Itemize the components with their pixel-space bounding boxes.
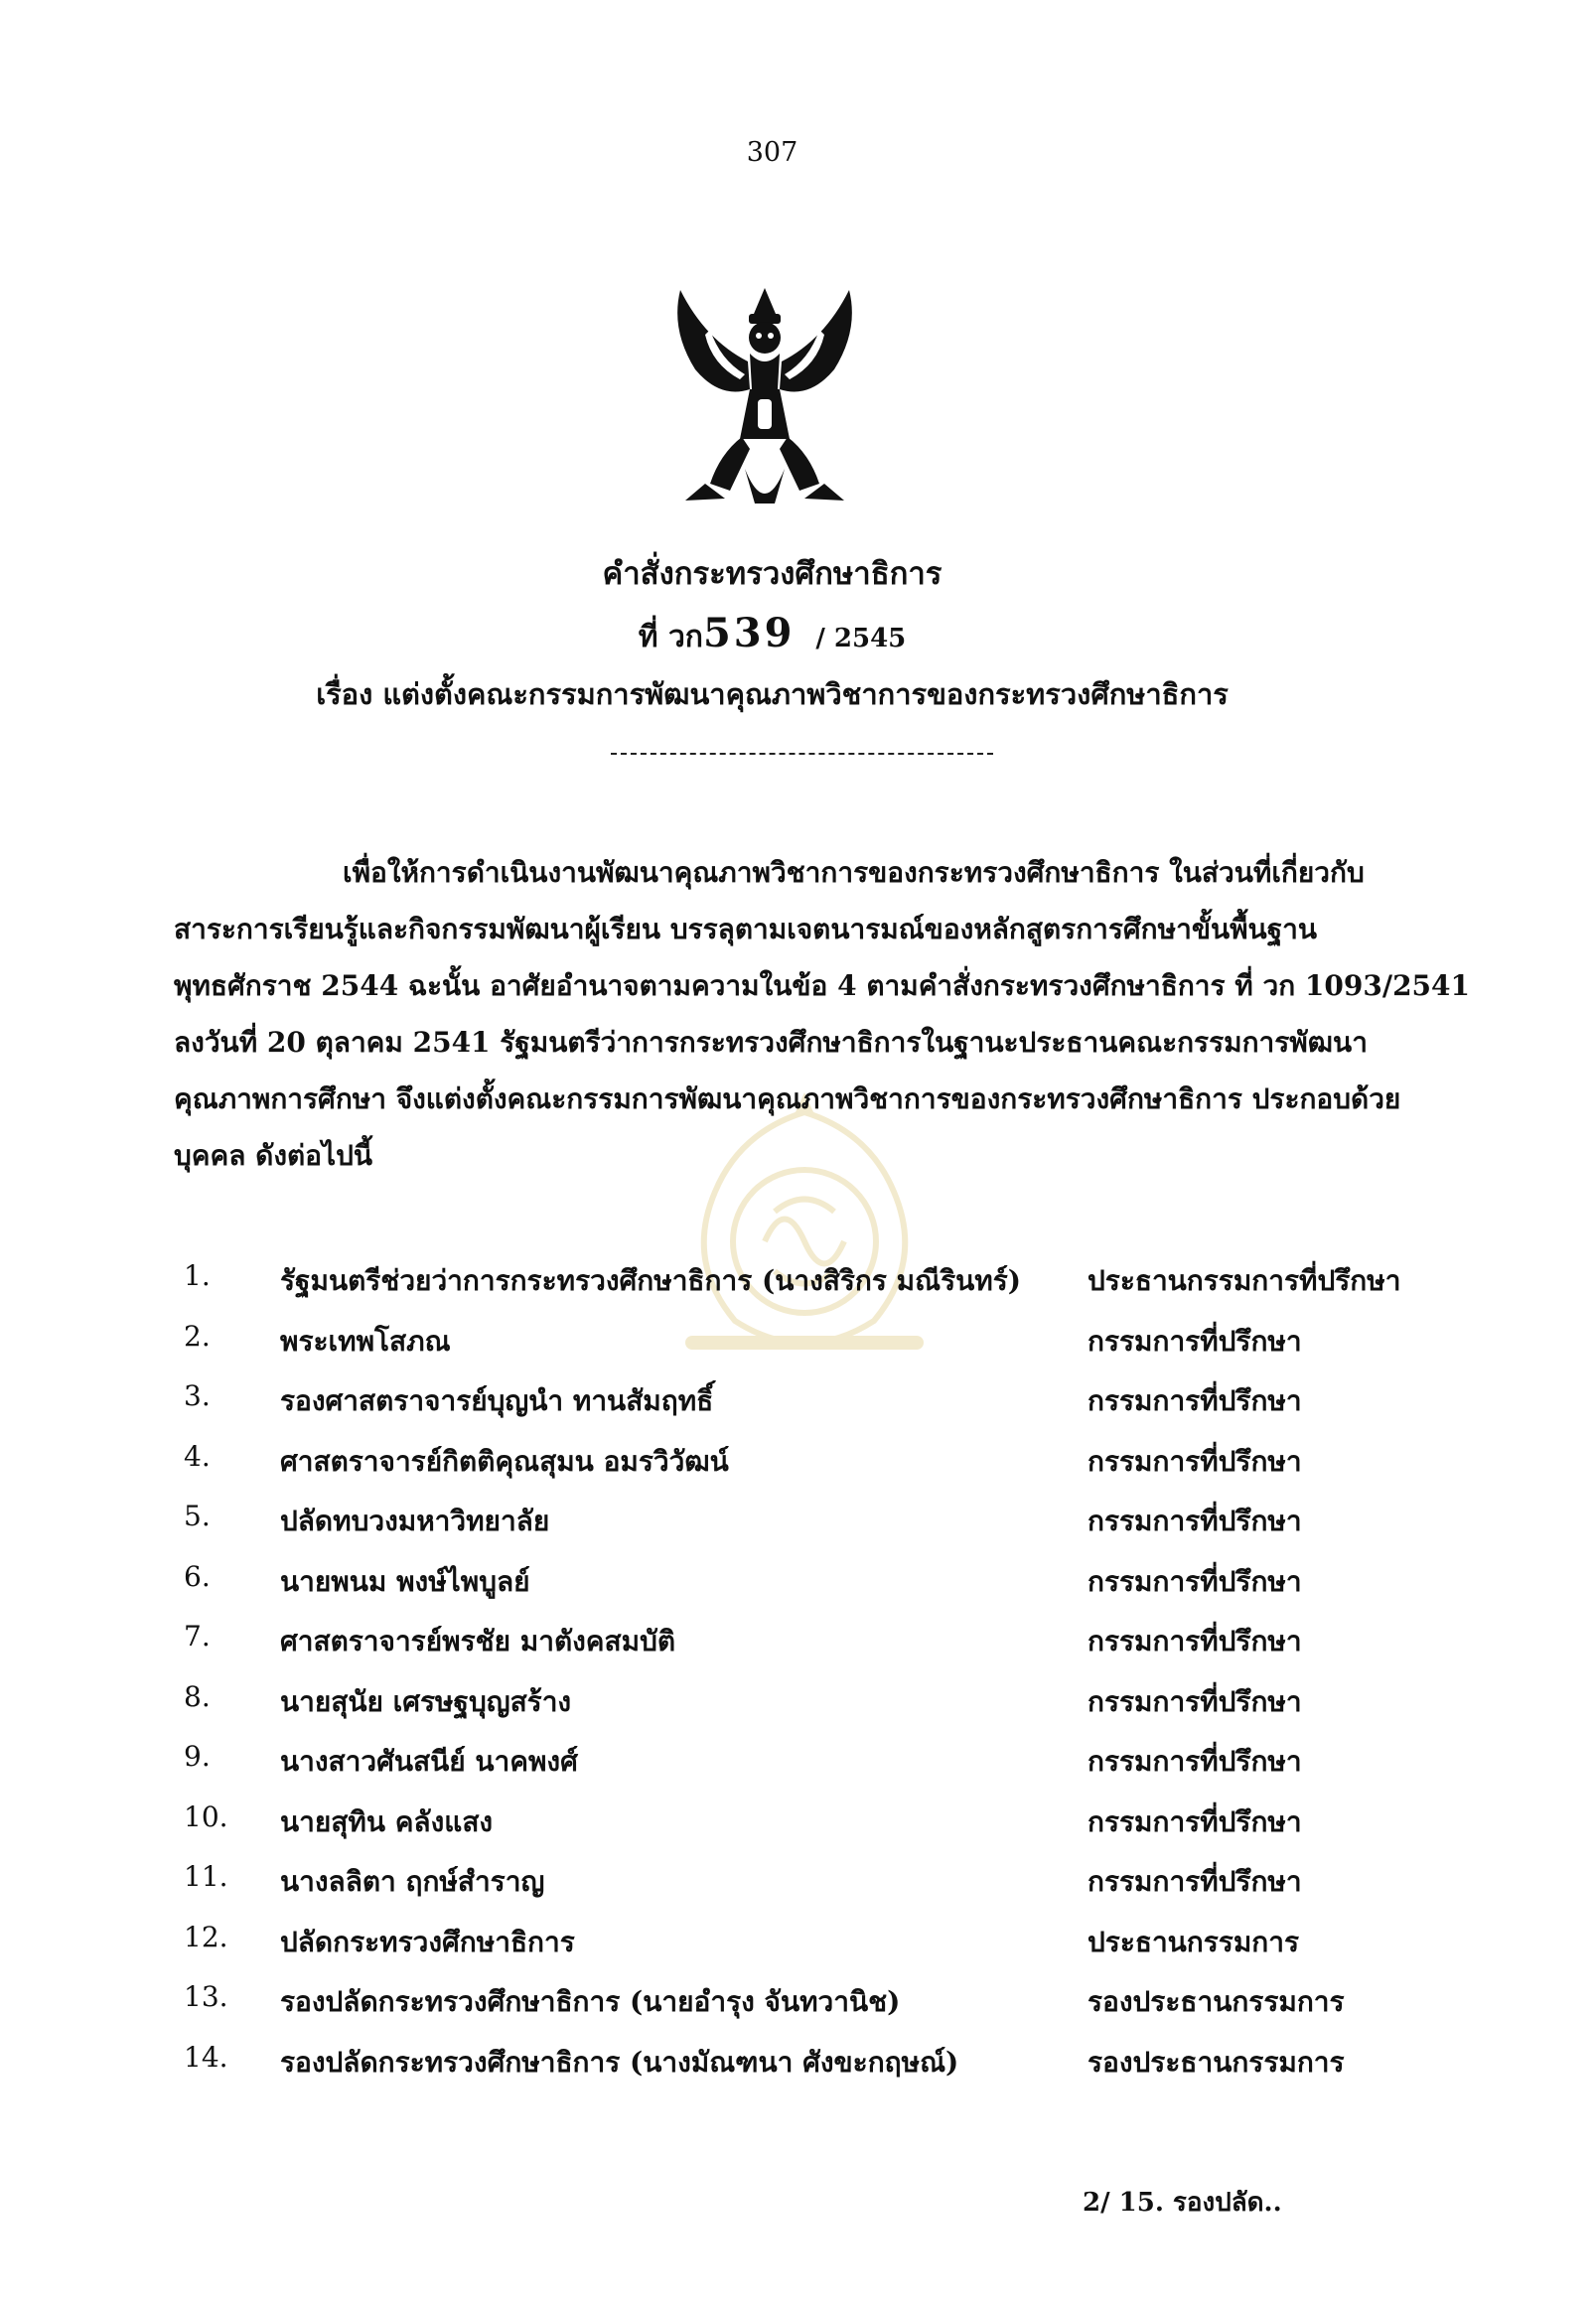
body-line: เพื่อให้การดำเนินงานพัฒนาคุณภาพวิชาการของกระทรวงศึกษาธิการ ในส่วนที่เกี่ยวกับ [343,856,1365,889]
list-item-number: 9. [184,1740,211,1773]
member-role: ประธานกรรมการ [1088,1925,1300,1958]
member-name: รัฐมนตรีช่วยว่าการกระทรวงศึกษาธิการ (นางสิริกร มณีรินทร์) [280,1264,1021,1297]
member-list [184,1259,1435,2100]
list-item [184,1800,1435,1861]
list-item [184,1259,1435,1320]
list-item [184,1560,1435,1621]
member-name: นายสุนัย เศรษฐบุญสร้าง [280,1684,572,1718]
body-line: สาระการเรียนรู้และกิจกรรมพัฒนาผู้เรียน บรรลุตามเจตนารมณ์ของหลักสูตรการศึกษาขั้นพื้นฐาน [174,913,1318,945]
member-name: รองปลัดกระทรวงศึกษาธิการ (นางมัณฑนา ศังขะกฤษณ์) [280,2045,959,2079]
list-item-number: 6. [184,1559,211,1593]
body-paragraph [174,844,1471,1184]
member-role: กรรมการที่ปรึกษา [1088,1324,1302,1358]
body-line: ลงวันที่ 20 ตุลาคม 2541 รัฐมนตรีว่าการกระทรวงศึกษาธิการในฐานะประธานคณะกรรมการพัฒนา [174,1026,1368,1059]
order-number-value: 539 [702,610,796,656]
list-item [184,1320,1435,1380]
member-role: กรรมการที่ปรึกษา [1088,1564,1302,1598]
member-role: กรรมการที่ปรึกษา [1088,1865,1302,1898]
list-item [184,1980,1435,2041]
list-item [184,1860,1435,1921]
list-item-number: 1. [184,1259,211,1292]
list-item-number: 7. [184,1620,211,1653]
list-item [184,1921,1435,1981]
body-line: คุณภาพการศึกษา จึงแต่งตั้งคณะกรรมการพัฒนาคุณภาพวิชาการของกระทรวงศึกษาธิการ ประกอบด้วย [174,1082,1401,1115]
member-role: กรรมการที่ปรึกษา [1088,1625,1302,1657]
list-item [184,1440,1435,1501]
list-item-number: 14. [184,2040,228,2074]
member-role: กรรมการที่ปรึกษา [1088,1804,1302,1838]
list-item-number: 2. [184,1319,211,1353]
body-line: พุทธศักราช 2544 ฉะนั้น อาศัยอำนาจตามความในข้อ 4 ตามคำสั่งกระทรวงศึกษาธิการ ที่ วก 1093/2541 [174,969,1471,1002]
list-item-number: 12. [184,1920,228,1953]
member-role: กรรมการที่ปรึกษา [1088,1384,1302,1417]
member-role: ประธานกรรมการที่ปรึกษา [1088,1264,1401,1297]
member-name: นางสาวศันสนีย์ นาคพงศ์ [280,1745,578,1778]
member-role: รองประธานกรรมการ [1088,1985,1345,2018]
list-item [184,1500,1435,1560]
divider [611,753,993,755]
member-role: กรรมการที่ปรึกษา [1088,1444,1302,1478]
member-role: กรรมการที่ปรึกษา [1088,1505,1302,1537]
member-name: พระเทพโสภณ [280,1324,451,1358]
member-name: รองศาสตราจารย์บุญนำ ทานสัมฤทธิ์ [280,1384,714,1417]
member-role: กรรมการที่ปรึกษา [1088,1745,1302,1778]
list-item [184,1740,1435,1800]
continuation-note: 2/ 15. รองปลัด.. [1083,2188,1282,2218]
list-item [184,1680,1435,1741]
page-number: 307 [746,137,798,168]
list-item [184,2041,1435,2101]
member-name: นายพนม พงษ์ไพบูลย์ [280,1564,530,1598]
list-item-number: 3. [184,1379,211,1412]
order-number-year: / 2545 [815,624,907,653]
member-name: ศาสตราจารย์กิตติคุณสุมน อมรวิวัฒน์ [280,1444,729,1478]
list-item-number: 5. [184,1500,211,1532]
list-item-number: 4. [184,1439,211,1473]
garuda-emblem-icon [651,270,879,518]
member-name: ศาสตราจารย์พรชัย มาตังคสมบัติ [280,1625,676,1657]
member-name: นางลลิตา ฤกษ์สำราญ [280,1865,545,1898]
list-item-number: 13. [184,1980,228,2013]
list-item [184,1379,1435,1440]
order-number-prefix: ที่ วก [638,620,703,654]
list-item-number: 8. [184,1679,211,1713]
order-subject: เรื่อง แต่งตั้งคณะกรรมการพัฒนาคุณภาพวิชาการของกระทรวงศึกษาธิการ [316,677,1229,711]
member-role: รองประธานกรรมการ [1088,2045,1345,2079]
member-name: ปลัดกระทรวงศึกษาธิการ [280,1925,575,1958]
list-item-number: 10. [184,1799,228,1833]
body-line: บุคคล ดังต่อไปนี้ [174,1139,372,1172]
list-item-number: 11. [184,1860,228,1893]
member-name: ปลัดทบวงมหาวิทยาลัย [280,1505,550,1537]
order-title: คำสั่งกระทรวงศึกษาธิการ [602,556,943,592]
order-number [0,610,1544,660]
member-name: รองปลัดกระทรวงศึกษาธิการ (นายอำรุง จันทวานิช) [280,1985,901,2018]
list-item [184,1620,1435,1680]
member-name: นายสุทิน คลังแสง [280,1804,494,1838]
member-role: กรรมการที่ปรึกษา [1088,1684,1302,1718]
